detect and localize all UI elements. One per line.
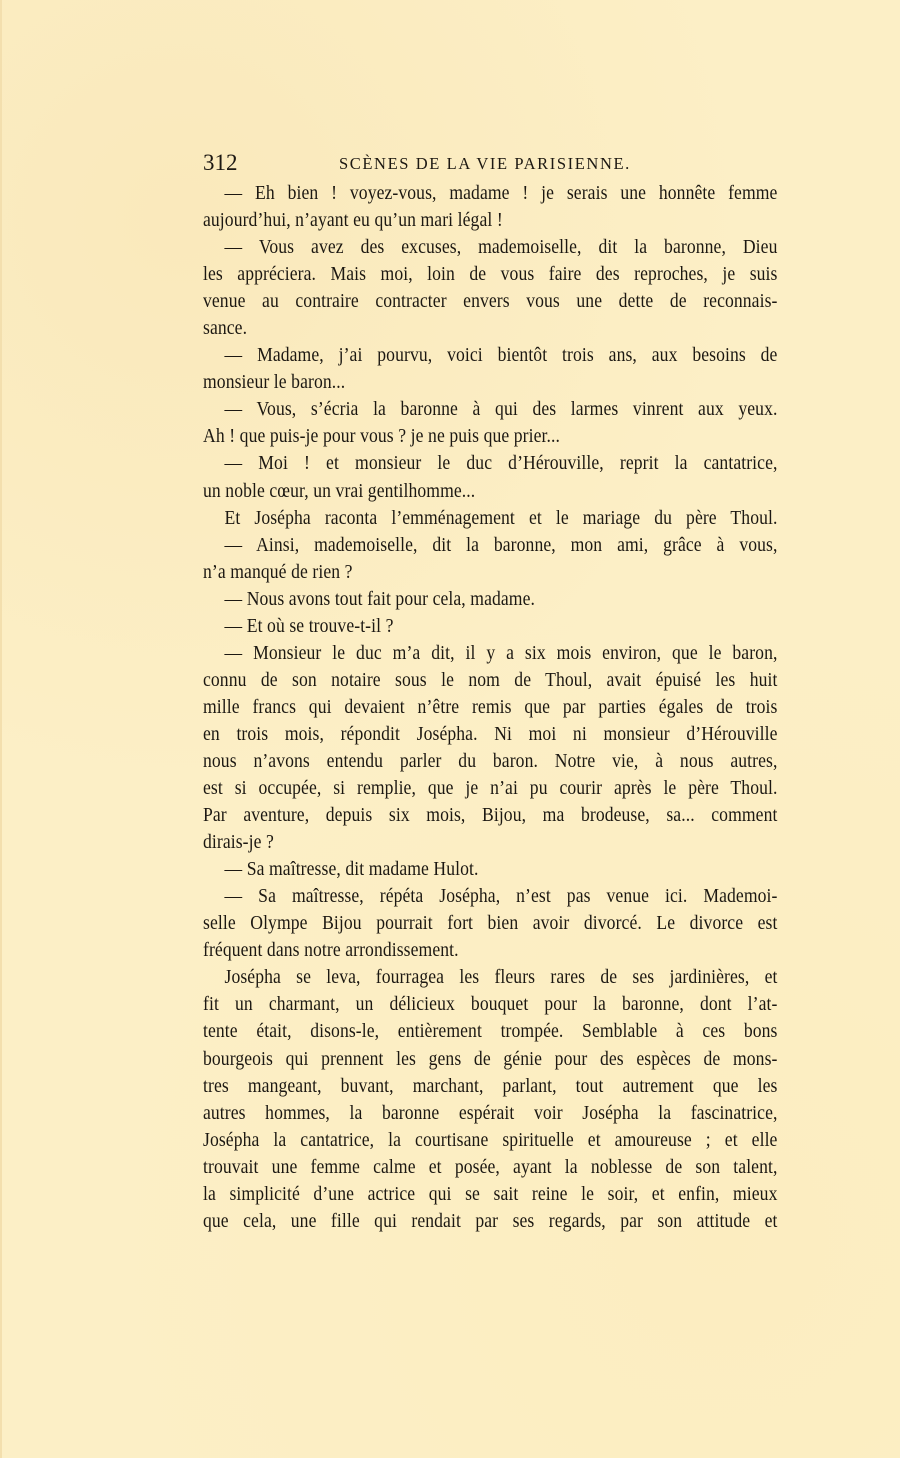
text-line: un noble cœur, un vrai gentilhomme... [203,479,476,502]
text-line: — Ainsi, mademoiselle, dit la baronne, mon ami, grâce à vous, [224,533,778,556]
text-line: — Moi ! et monsieur le duc d’Hérouville, reprit la cantatrice, [224,452,778,475]
text-line: mille francs qui devaient n’être remis que par parties égales de trois [203,695,778,718]
body-text [203,180,778,1235]
text-line: fréquent dans notre arrondissement. [203,939,459,962]
text-line: Et Josépha raconta l’emménagement et le mariage du père Thoul. [224,506,778,529]
text-line: Josépha se leva, fourragea les fleurs rares de ses jardinières, et [224,966,778,989]
text-line: nous n’avons entendu parler du baron. Notre vie, à nous autres, [203,749,778,772]
text-line: tres mangeant, buvant, marchant, parlant, tout autrement que les [203,1074,778,1097]
text-line: — Eh bien ! voyez-vous, madame ! je serais une honnête femme [224,182,778,204]
page-edge [0,0,2,1458]
text-line: — Vous avez des excuses, mademoiselle, dit la baronne, Dieu [224,236,778,259]
text-line: monsieur le baron... [203,371,346,394]
text-line: trouvait une femme calme et posée, ayant la noblesse de son talent, [203,1155,778,1178]
text-line: — Sa maîtresse, dit madame Hulot. [224,858,479,881]
text-line: Josépha la cantatrice, la courtisane spirituelle et amoureuse ; et elle [203,1128,778,1151]
text-line: sance. [203,317,248,340]
text-line: dirais-je ? [203,831,274,854]
text-line: Par aventure, depuis six mois, Bijou, ma brodeuse, sa... comment [203,804,778,827]
text-line: — Nous avons tout fait pour cela, madame. [224,587,536,610]
text-line: bourgeois qui prennent les gens de génie pour des espèces de mons- [203,1047,778,1070]
running-head: SCÈNES DE LA VIE PARISIENNE. [339,154,631,173]
text-line: — Et où se trouve-t-il ? [224,614,394,637]
text-line: les appréciera. Mais moi, loin de vous faire des reproches, je suis [203,263,778,286]
page-number: 312 [203,150,238,175]
text-line: fit un charmant, un délicieux bouquet pour la baronne, dont l’at- [203,993,778,1016]
text-line: la simplicité d’une actrice qui se sait reine le soir, et enfin, mieux [203,1182,778,1205]
text-line: est si occupée, si remplie, que je n’ai pu courir après le père Thoul. [203,777,778,800]
text-line: — Monsieur le duc m’a dit, il y a six mois environ, que le baron, [224,641,778,664]
text-line: autres hommes, la baronne espérait voir Josépha la fascinatrice, [203,1101,778,1124]
text-line: n’a manqué de rien ? [203,560,353,583]
text-line: selle Olympe Bijou pourrait fort bien avoir divorcé. Le divorce est [203,912,778,935]
text-line: — Vous, s’écria la baronne à qui des larmes vinrent aux yeux. [224,398,778,421]
text-line: connu de son notaire sous le nom de Thoul, avait épuisé les huit [203,668,778,691]
text-line: aujourd’hui, n’ayant eu qu’un mari légal ! [203,209,503,232]
text-line: Ah ! que puis-je pour vous ? je ne puis que prier... [203,425,561,448]
text-line: — Madame, j’ai pourvu, voici bientôt trois ans, aux besoins de [224,344,778,367]
text-line: venue au contraire contracter envers vous une dette de reconnais- [203,290,778,313]
text-line: — Sa maîtresse, répéta Josépha, n’est pas venue ici. Mademoi- [224,885,778,908]
text-line: en trois mois, répondit Josépha. Ni moi ni monsieur d’Hérouville [203,722,778,745]
page-header [203,150,778,178]
text-line: tente était, disons-le, entièrement trompée. Semblable à ces bons [203,1020,778,1043]
text-line: que cela, une fille qui rendait par ses regards, par son attitude et [203,1209,778,1232]
